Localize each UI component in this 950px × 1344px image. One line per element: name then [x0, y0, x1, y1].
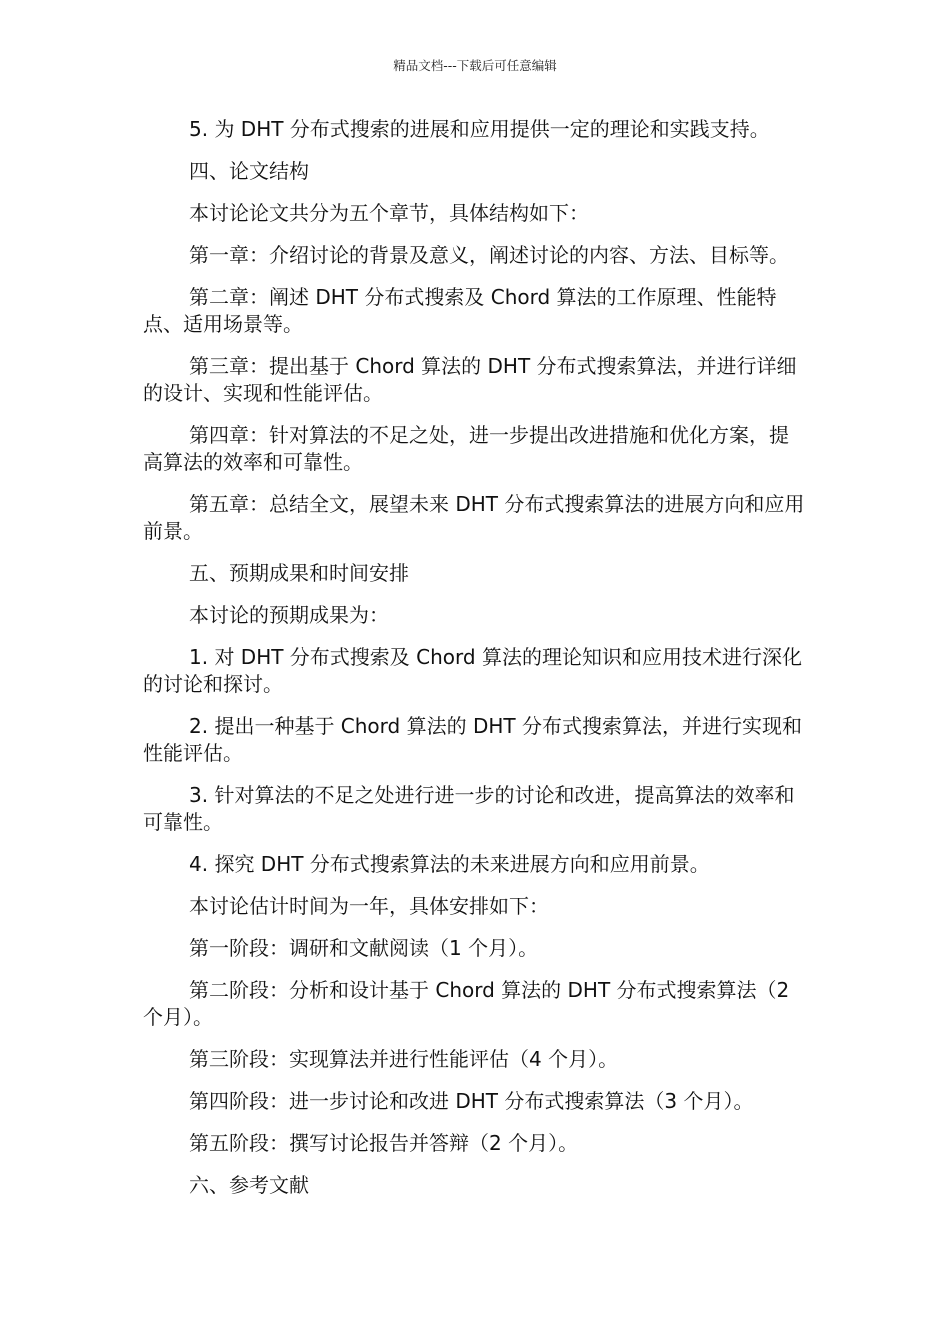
paragraph: 本讨论估计时间为一年，具体安排如下： — [189, 894, 549, 918]
paragraph: 第一章：介绍讨论的背景及意义，阐述讨论的内容、方法、目标等。 — [189, 243, 789, 267]
paragraph: 5. 为 DHT 分布式搜索的进展和应用提供一定的理论和实践支持。 — [189, 117, 770, 141]
document-body — [143, 116, 807, 1214]
schedule-item: 第五阶段：撰写讨论报告并答辩（2 个月）。 — [189, 1131, 579, 1155]
paragraph: 第四章：针对算法的不足之处，进一步提出改进措施和优化方案，提高算法的效率和可靠性。 — [143, 423, 789, 474]
section-heading: 四、论文结构 — [189, 159, 309, 183]
section-heading: 五、预期成果和时间安排 — [189, 561, 409, 585]
list-item: 3. 针对算法的不足之处进行进一步的讨论和改进，提高算法的效率和可靠性。 — [143, 783, 795, 834]
paragraph: 本讨论论文共分为五个章节，具体结构如下： — [189, 201, 589, 225]
list-item: 2. 提出一种基于 Chord 算法的 DHT 分布式搜索算法，并进行实现和性能评估。 — [143, 714, 802, 765]
paragraph: 第五章：总结全文，展望未来 DHT 分布式搜索算法的进展方向和应用前景。 — [143, 492, 805, 543]
schedule-item: 第三阶段：实现算法并进行性能评估（4 个月）。 — [189, 1047, 619, 1071]
list-item: 4. 探究 DHT 分布式搜索算法的未来进展方向和应用前景。 — [189, 852, 710, 876]
schedule-item: 第二阶段：分析和设计基于 Chord 算法的 DHT 分布式搜索算法（2 个月）。 — [143, 978, 790, 1029]
page-header: 精品文档---下载后可任意编辑 — [393, 58, 557, 73]
list-item: 1. 对 DHT 分布式搜索及 Chord 算法的理论知识和应用技术进行深化的讨论和探讨。 — [143, 645, 802, 696]
paragraph: 第二章：阐述 DHT 分布式搜索及 Chord 算法的工作原理、性能特点、适用场景等。 — [143, 285, 777, 336]
section-heading: 六、参考文献 — [189, 1173, 309, 1197]
paragraph: 本讨论的预期成果为： — [189, 603, 389, 627]
paragraph: 第三章：提出基于 Chord 算法的 DHT 分布式搜索算法，并进行详细的设计、实现和性能评估。 — [143, 354, 797, 405]
schedule-item: 第一阶段：调研和文献阅读（1 个月）。 — [189, 936, 539, 960]
schedule-item: 第四阶段：进一步讨论和改进 DHT 分布式搜索算法（3 个月）。 — [189, 1089, 754, 1113]
